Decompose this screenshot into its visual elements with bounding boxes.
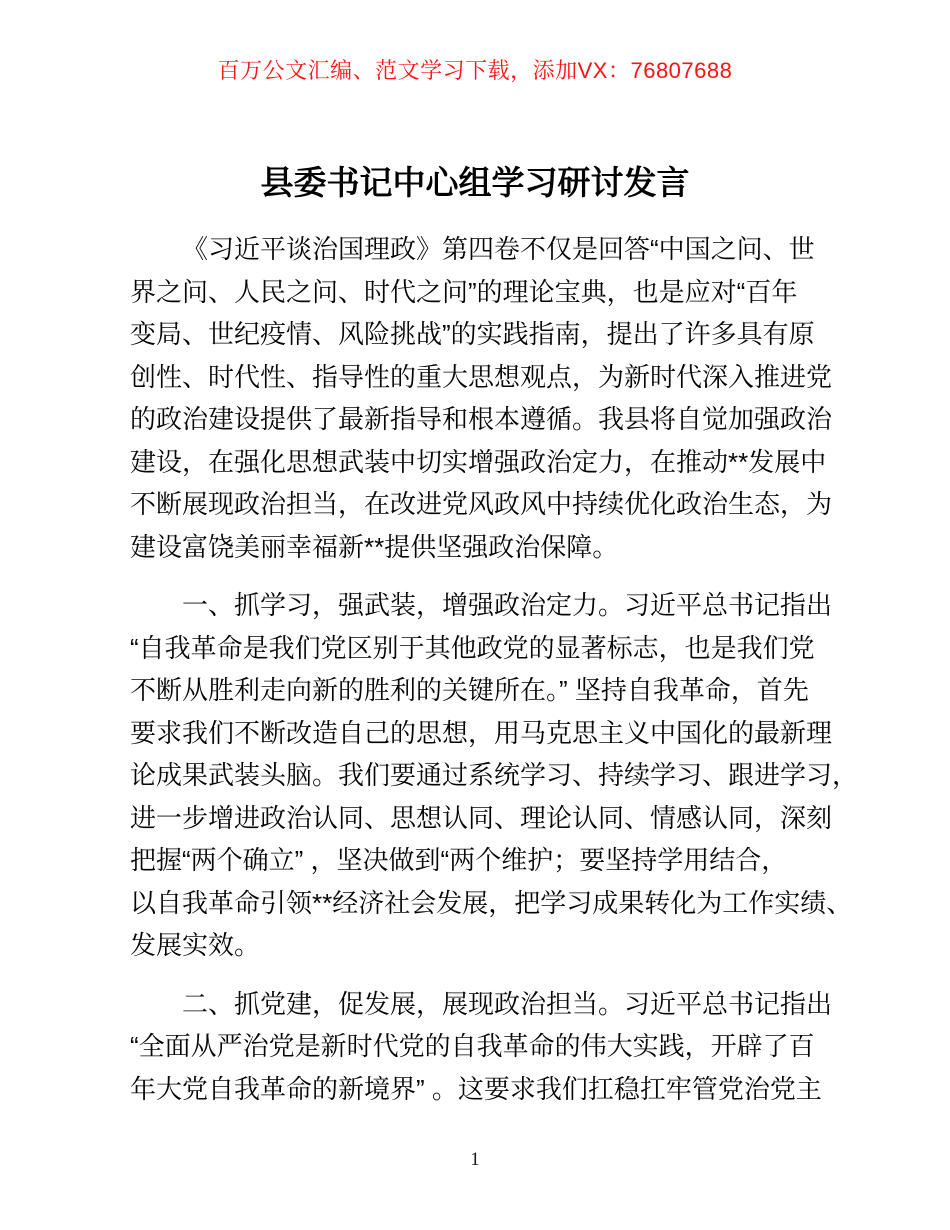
text-line: 界之问、人民之问、时代之问”的理论宝典，也是应对“百年 (130, 276, 798, 307)
text-line: 的政治建设提供了最新指导和根本遵循。我县将自觉加强政治 (130, 404, 833, 434)
text-line: 变局、世纪疫情、风险挑战”的实践指南，提出了许多具有原 (130, 319, 815, 349)
text-line: 二、抓党建，促发展，展现政治担当。习近平总书记指出 (182, 988, 833, 1019)
text-line: “全面从严治党是新时代党的自我革命的伟大实践，开辟了百 (130, 1031, 815, 1061)
text-line: 创性、时代性、指导性的重大思想观点，为新时代深入推进党 (130, 361, 833, 392)
paragraph (130, 228, 833, 568)
text-line: 建设，在强化思想武装中切实增强政治定力，在推动**发展中 (130, 446, 827, 477)
page-number: 1 (470, 1149, 480, 1170)
paragraph (130, 983, 833, 1111)
text-line: 论成果武装头脑。我们要通过系统学习、持续学习、跟进学习， (130, 760, 859, 790)
text-line: 进一步增进政治认同、思想认同、理论认同、情感认同，深刻 (130, 802, 833, 833)
document-body (130, 228, 859, 1126)
text-line: 一、抓学习，强武装，增强政治定力。习近平总书记指出 (182, 590, 833, 620)
text-line: 以自我革命引领**经济社会发展，把学习成果转化为工作实绩、 (130, 887, 853, 918)
text-line: 不断从胜利走向新的胜利的关键所在。” 坚持自我革命，首先 (130, 675, 809, 705)
text-line: 把握“两个确立” ，坚决做到“两个维护；要坚持学用结合， (130, 845, 788, 875)
text-line: “自我革命是我们党区别于其他政党的显著标志，也是我们党 (130, 632, 815, 663)
text-line: 要求我们不断改造自己的思想，用马克思主义中国化的最新理 (130, 717, 833, 748)
promo-header-text: 百万公文汇编、范文学习下载，添加VX：76807688 (217, 58, 733, 83)
text-line: 发展实效。 (130, 930, 261, 960)
paragraph (130, 584, 859, 967)
document-title: 县委书记中心组学习研讨发言 (260, 164, 690, 201)
text-line: 建设富饶美丽幸福新**提供坚强政治保障。 (130, 531, 619, 562)
text-line: 年大党自我革命的新境界” 。这要求我们扛稳扛牢管党治党主 (130, 1073, 822, 1104)
text-line: 不断展现政治担当，在改进党风政风中持续优化政治生态，为 (130, 489, 833, 519)
text-line: 《习近平谈治国理政》第四卷不仅是回答“中国之问、世 (182, 234, 815, 264)
